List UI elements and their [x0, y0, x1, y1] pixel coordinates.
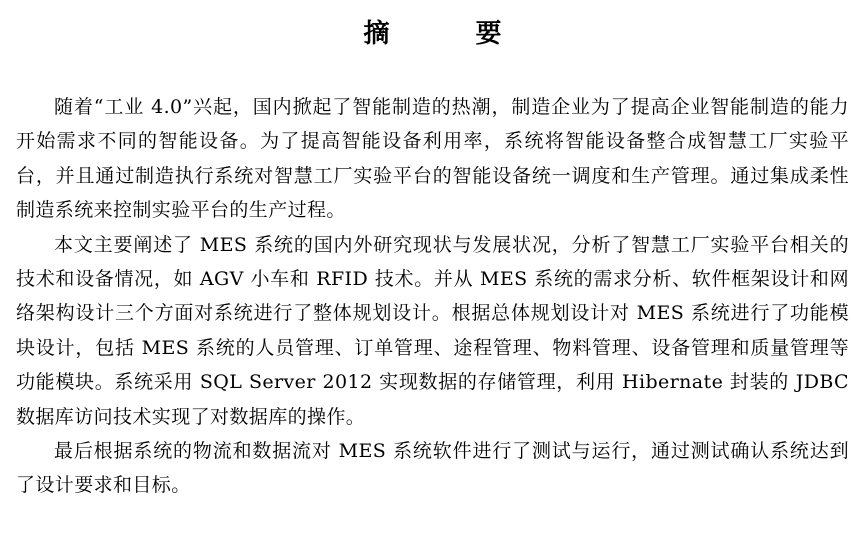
abstract-body: [16, 90, 849, 503]
abstract-paragraph-1: 随着“工业 4.0”兴起，国内掀起了智能制造的热潮，制造企业为了提高企业智能制造的能力开始需求不同的智能设备。为了提高智能设备利用率，系统将智能设备整合成智慧工厂实验平台，并且通过制造执行系统对智慧工厂实验平台的智能设备统一调度和生产管理。通过集成柔性制造系统来控制实验平台的生产过程。: [16, 96, 849, 222]
abstract-paragraph-3: 最后根据系统的物流和数据流对 MES 系统软件进行了测试与运行，通过测试确认系统达到了设计要求和目标。: [16, 440, 849, 497]
abstract-title: 摘 要: [363, 19, 532, 49]
abstract-paragraph-2: 本文主要阐述了 MES 系统的国内外研究现状与发展状况，分析了智慧工厂实验平台相关的技术和设备情况，如 AGV 小车和 RFID 技术。并从 MES 系统的需求分析、软件框架设计和网络架构设计三个方面对系统进行了整体规划设计。根据总体规划设计对 MES 系统进行了功能模块设计，包括 MES 系统的人员管理、订单管理、途程管理、物料管理、设备管理和质量管理等功能模块。系统采用 SQL Server 2012 实现数据的存储管理，利用 Hibernate 封装的 JDBC 数据库访问技术实现了对数据库的操作。: [16, 233, 849, 428]
